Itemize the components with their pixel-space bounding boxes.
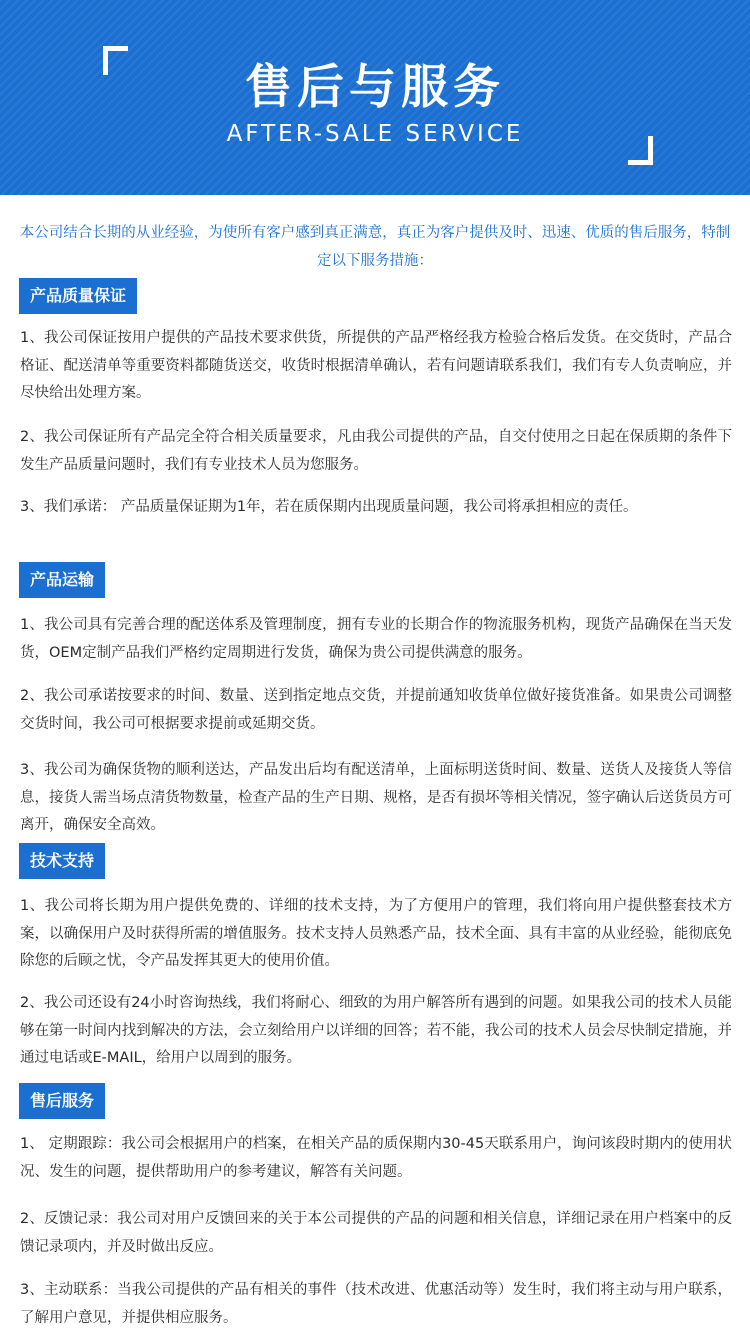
corner-bracket-bottom-right (628, 136, 653, 165)
quality-paragraph-1: 1、我公司保证按用户提供的产品技术要求供货，所提供的产品严格经我方检验合格后发货。在交货时，产品合格证、配送清单等重要资料都随货送交，收货时根据清单确认，若有问题请联系我们，我们有专人负责响应，并尽快给出处理方案。 (20, 330, 732, 401)
section-heading-shipping: 产品运输 (19, 562, 105, 598)
after-sale-paragraph-2: 2、反馈记录：我公司对用户反馈回来的关于本公司提供的产品的问题和相关信息，详细记录在用户档案中的反馈记录项内，并及时做出反应。 (20, 1211, 732, 1255)
quality-paragraph-3: 3、我们承诺： 产品质量保证期为1年，若在质保期内出现质量问题，我公司将承担相应的责任。 (20, 499, 638, 515)
after-sale-paragraph-1: 1、 定期跟踪：我公司会根据用户的档案，在相关产品的质保期内30-45天联系用户，询问该段时期内的使用状况、发生的问题，提供帮助用户的参考建议，解答有关问题。 (20, 1136, 732, 1180)
after-sale-paragraph-3: 3、主动联系：当我公司提供的产品有相关的事件（技术改进、优惠活动等）发生时，我们将主动与用户联系，了解用户意见，并提供相应服务。 (20, 1282, 732, 1326)
section-heading-quality: 产品质量保证 (19, 278, 137, 314)
intro-text: 本公司结合长期的从业经验，为使所有客户感到真正满意，真正为客户提供及时、迅速、优质的售后服务，特制定以下服务措施： (19, 225, 731, 269)
page-title: 售后与服务 (245, 60, 505, 115)
page-subtitle: AFTER-SALE SERVICE (226, 121, 524, 147)
header-banner (0, 0, 750, 195)
shipping-paragraph-2: 2、我公司承诺按要求的时间、数量、送到指定地点交货，并提前通知收货单位做好接货准备。如果贵公司调整交货时间，我公司可根据要求提前或延期交货。 (20, 688, 732, 732)
shipping-paragraph-1: 1、我公司具有完善合理的配送体系及管理制度，拥有专业的长期合作的物流服务机构，现货产品确保在当天发货，OEM定制产品我们严格约定周期进行发货，确保为贵公司提供满意的服务。 (20, 617, 732, 661)
section-heading-tech-support: 技术支持 (19, 843, 105, 879)
section-heading-after-sale: 售后服务 (19, 1083, 105, 1119)
tech-support-paragraph-1: 1、我公司将长期为用户提供免费的、详细的技术支持，为了方便用户的管理，我们将向用户提供整套技术方案，以确保用户及时获得所需的增值服务。技术支持人员熟悉产品，技术全面、具有丰富的从业经验，能彻底免除您的后顾之忧，令产品发挥其更大的使用价值。 (20, 898, 732, 969)
shipping-paragraph-3: 3、我公司为确保货物的顺利送达，产品发出后均有配送清单，上面标明送货时间、数量、送货人及接货人等信息，接货人需当场点清货物数量，检查产品的生产日期、规格，是否有损坏等相关情况，签字确认后送货员方可离开，确保安全高效。 (20, 762, 732, 833)
tech-support-paragraph-2: 2、我公司还设有24小时咨询热线，我们将耐心、细致的为用户解答所有遇到的问题。如果我公司的技术人员能够在第一时间内找到解决的方法，会立刻给用户以详细的回答；若不能，我公司的技术人员会尽快制定措施，并通过电话或E-MAIL，给用户以周到的服务。 (20, 995, 732, 1066)
quality-paragraph-2: 2、我公司保证所有产品完全符合相关质量要求，凡由我公司提供的产品，自交付使用之日起在保质期的条件下发生产品质量问题时，我们有专业技术人员为您服务。 (20, 429, 732, 473)
